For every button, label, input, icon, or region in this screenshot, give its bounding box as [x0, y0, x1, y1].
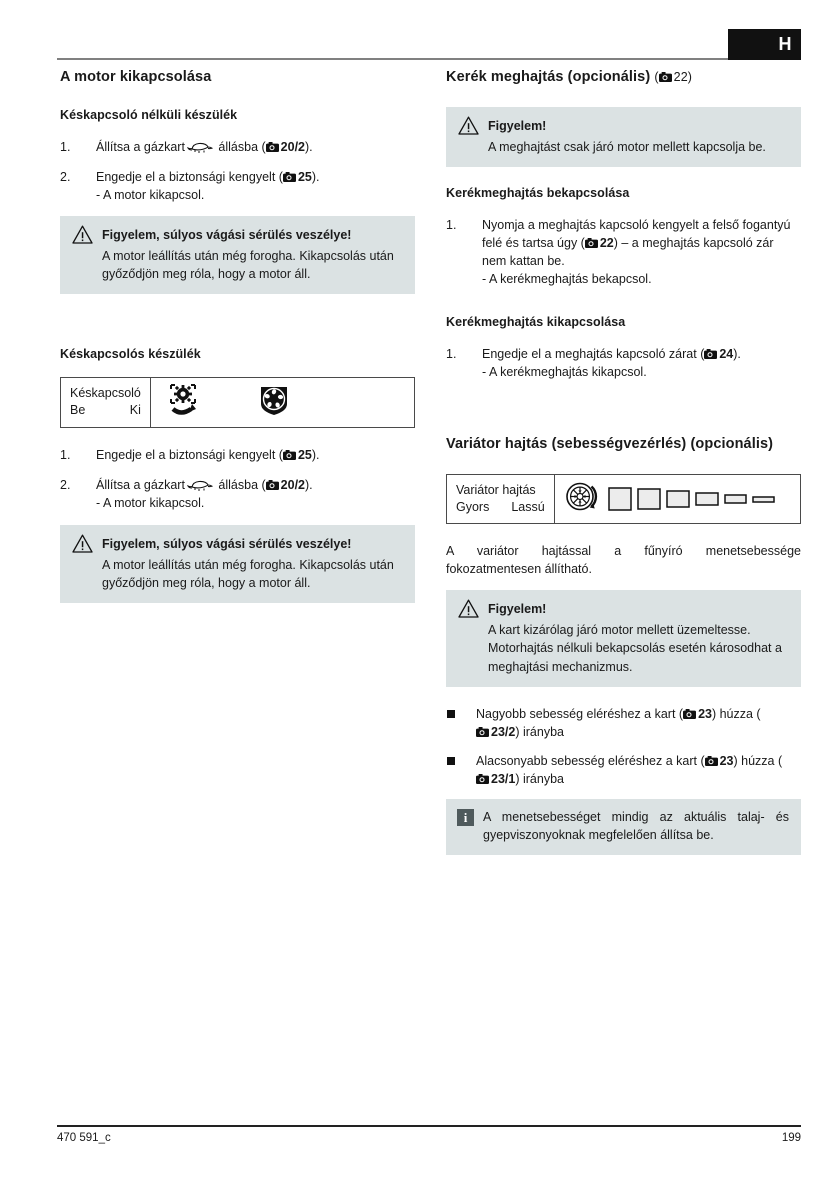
- warning-head: [72, 534, 403, 553]
- camera-ref-number: 23/1: [491, 772, 516, 787]
- step-subline: - A kerékmeghajtás kikapcsol.: [482, 365, 647, 380]
- camera-ref-number: 23: [719, 753, 734, 768]
- warning-body: A kart kizárólag járó motor mellett üzemeltesse. Motorhajtás nélkuli bekapcsolás esetén károsodhat a meghajtási mechanizmus.: [488, 623, 782, 674]
- step-text-tail: ).: [305, 478, 313, 493]
- step-text-pre: Állítsa a gázkart: [96, 139, 185, 154]
- warning-box-cut-injury-1: [60, 216, 415, 294]
- speed-step-icon: [607, 484, 779, 514]
- camera-icon: [283, 447, 296, 457]
- camera-ref: [283, 448, 312, 462]
- section-title-text: Kerék meghajtás (opcionális): [446, 69, 651, 85]
- warning-title: Figyelem, súlyos vágási sérülés veszélye!: [102, 536, 352, 551]
- turtle-icon: [187, 478, 213, 490]
- camera-icon: [585, 235, 598, 245]
- camera-ref-number: 23/2: [491, 724, 516, 739]
- list-item: [446, 705, 801, 741]
- variator-description: A variátor hajtással a fűnyíró menetsebessége fokozatmentesen állítható.: [446, 544, 801, 577]
- page-title: A motor kikapcsolása: [60, 69, 212, 85]
- header-divider: [57, 58, 801, 60]
- steps-list-no-blade-switch: [60, 138, 415, 204]
- warning-title: Figyelem, súlyos vágási sérülés veszélye!: [102, 228, 352, 243]
- turtle-icon: [187, 140, 213, 152]
- camera-ref: [704, 347, 733, 361]
- section-title-wheel-drive: [446, 68, 801, 87]
- camera-ref: ( 22): [654, 70, 693, 84]
- knife-switch-symbols: [151, 378, 414, 427]
- warning-triangle-icon: [458, 599, 479, 618]
- step-text-pre: Engedje el a biztonsági kengyelt (: [96, 448, 283, 463]
- knife-switch-labels: [61, 378, 151, 427]
- subsection-heading-no-blade-switch: Késkapcsoló nélküli készülék: [60, 107, 238, 122]
- step-number: 1.: [60, 448, 71, 463]
- step-number: 2.: [60, 169, 71, 184]
- warning-title: Figyelem!: [488, 602, 547, 617]
- step-subline: - A motor kikapcsol.: [96, 187, 205, 202]
- camera-ref-number: 20/2: [280, 478, 306, 493]
- list-item: [60, 476, 415, 512]
- page-number: 199: [781, 1132, 801, 1144]
- bullet-text-pre: Alacsonyabb sebesség eléréshez a kart (: [476, 753, 705, 768]
- camera-icon: [659, 70, 672, 80]
- info-icon: i: [457, 809, 474, 826]
- page-header: [57, 29, 801, 62]
- variator-wheel-icon: [565, 480, 599, 518]
- camera-ref-number: 25: [297, 169, 312, 184]
- camera-ref: [283, 170, 312, 184]
- knife-switch-label-off: Ki: [129, 403, 141, 418]
- warning-box-variator: [446, 590, 801, 686]
- subsection-heading-blade-switch: Késkapcsolós készülék: [60, 347, 201, 362]
- camera-ref: [683, 707, 712, 721]
- warning-body: A motor leállítás után még forogha. Kikapcsolás után győződjön meg róla, hogy a motor áll.: [102, 557, 394, 590]
- subsection-heading-wheel-drive-on: Kerékmeghajtás bekapcsolása: [446, 185, 630, 200]
- camera-ref-number: 20/2: [280, 139, 306, 154]
- camera-ref-number: 25: [297, 448, 312, 463]
- spacer: [446, 300, 801, 314]
- subsection-heading-wheel-drive-off: Kerékmeghajtás kikapcsolása: [446, 315, 626, 330]
- info-text: A menetsebességet mindig az aktuális talaj- és gyepviszonyoknak megfelelően állítsa be.: [483, 810, 789, 843]
- step-text-tail: ).: [311, 448, 320, 463]
- warning-triangle-icon: [72, 225, 93, 244]
- steps-list-wheel-drive-off: [446, 345, 801, 381]
- knife-switch-label-on: Be: [70, 403, 86, 418]
- step-text-post: állásba (: [218, 139, 266, 154]
- camera-ref: [266, 478, 305, 492]
- right-column: [446, 68, 801, 873]
- list-item: [60, 138, 415, 156]
- camera-ref-number: 24: [719, 347, 734, 362]
- camera-icon: [476, 771, 489, 781]
- knife-switch-symbol-table: [60, 377, 415, 428]
- camera-ref: [705, 754, 734, 768]
- warning-head: [72, 225, 403, 244]
- bullet-text-mid: ) húzza (: [733, 753, 783, 768]
- spacer: [446, 393, 801, 435]
- list-item: [60, 446, 415, 464]
- camera-icon: [476, 724, 489, 734]
- step-text-tail: ).: [311, 169, 320, 184]
- document-number: 470 591_c: [57, 1132, 111, 1144]
- info-box-speed: [446, 799, 801, 855]
- step-subline: - A kerékmeghajtás bekapcsol.: [482, 272, 652, 287]
- left-column: [60, 68, 415, 621]
- bullet-text-tail: ) irányba: [515, 772, 564, 787]
- spacer: [60, 312, 415, 346]
- step-text-pre: Állítsa a gázkart: [96, 478, 185, 493]
- warning-title: Figyelem!: [488, 118, 547, 133]
- step-text-tail: ) – a meghajtás kapcsoló zár nem kattan be.: [482, 235, 774, 269]
- camera-icon: [683, 706, 696, 716]
- warning-triangle-icon: [72, 534, 93, 553]
- blade-disengage-icon: [259, 384, 289, 421]
- blade-engage-icon: [167, 382, 203, 423]
- variator-label-fast: Gyors: [456, 500, 490, 515]
- bullet-square-icon: [447, 757, 455, 765]
- step-text-pre: Nyomja a meghajtás kapcsoló kengyelt a felső fogantyú felé és tartsa úgy (: [482, 217, 791, 250]
- camera-icon: [705, 753, 718, 763]
- chapter-tab: H: [728, 29, 801, 60]
- step-number: 1.: [446, 347, 457, 362]
- camera-ref-number: 22: [673, 70, 688, 84]
- camera-ref: [476, 772, 515, 786]
- steps-list-wheel-drive-on: [446, 216, 801, 289]
- warning-body: A motor leállítás után még forogha. Kikapcsolás után győződjön meg róla, hogy a motor áll.: [102, 249, 394, 282]
- camera-icon: [704, 346, 717, 356]
- step-text-pre: Engedje el a biztonsági kengyelt (: [96, 169, 283, 184]
- step-subline: - A motor kikapcsol.: [96, 496, 205, 511]
- footer-row: [57, 1127, 801, 1144]
- warning-box-drive-engine-running: [446, 107, 801, 167]
- steps-list-blade-switch: [60, 446, 415, 512]
- step-text-pre: Engedje el a meghajtás kapcsoló zárat (: [482, 347, 705, 362]
- list-item: [446, 345, 801, 381]
- section-title-variator: Variátor hajtás (sebességvezérlés) (opcionális): [446, 436, 774, 453]
- bullet-text-mid: ) húzza (: [711, 706, 761, 721]
- camera-icon: [266, 477, 279, 487]
- bullet-text-tail: ) irányba: [515, 724, 564, 739]
- bullet-square-icon: [447, 710, 455, 718]
- step-text-tail: ).: [305, 139, 313, 154]
- camera-ref-number: 23: [698, 706, 712, 721]
- knife-switch-label-top: Késkapcsoló: [70, 386, 141, 401]
- variator-symbols: [555, 475, 800, 523]
- camera-ref-number: 22: [599, 235, 614, 250]
- list-item: [446, 216, 801, 289]
- camera-ref: [476, 725, 515, 739]
- list-item: [60, 168, 415, 204]
- warning-body: A meghajtást csak járó motor mellett kapcsolja be.: [488, 139, 766, 154]
- step-number: 2.: [60, 478, 71, 493]
- camera-ref: [266, 140, 305, 154]
- camera-icon: [283, 169, 296, 179]
- variator-labels: [447, 475, 555, 523]
- page-footer: [57, 1125, 801, 1144]
- step-number: 1.: [446, 217, 457, 232]
- variator-bullets: [446, 705, 801, 789]
- step-number: 1.: [60, 139, 71, 154]
- variator-label-slow: Lassú: [511, 500, 545, 515]
- step-text-post: állásba (: [218, 478, 266, 493]
- warning-head: [458, 116, 789, 135]
- step-text-tail: ).: [733, 347, 741, 362]
- warning-box-cut-injury-2: [60, 525, 415, 603]
- bullet-text-pre: Nagyobb sebesség eléréshez a kart (: [476, 706, 684, 721]
- camera-ref: [585, 236, 614, 250]
- variator-label-top: Variátor hajtás: [456, 483, 536, 498]
- warning-head: [458, 599, 789, 618]
- list-item: [446, 752, 801, 788]
- variator-symbol-table: [446, 474, 801, 524]
- warning-triangle-icon: [458, 116, 479, 135]
- camera-icon: [266, 139, 279, 149]
